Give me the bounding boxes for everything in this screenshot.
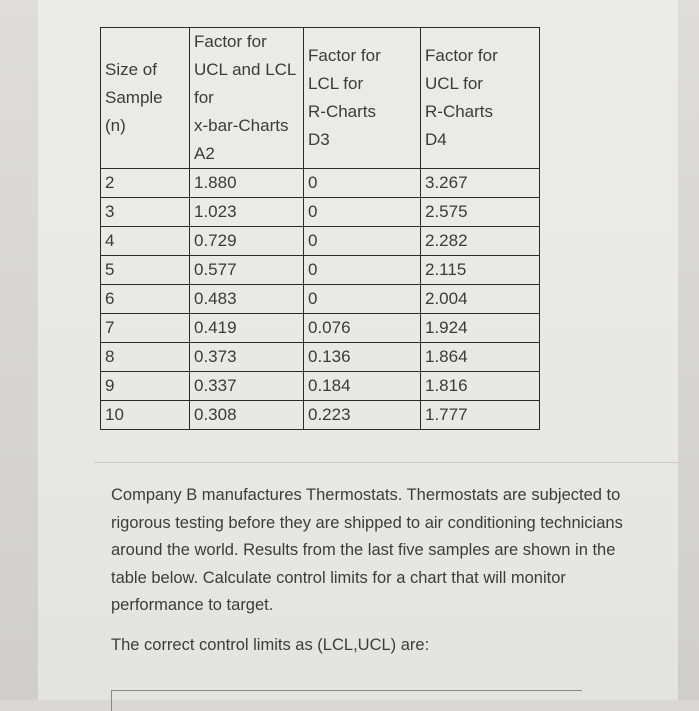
cell-d4: 3.267: [421, 169, 540, 198]
table-row: [101, 198, 540, 227]
table-row: [101, 285, 540, 314]
section-divider: [94, 462, 678, 463]
cell-n: 6: [101, 285, 190, 314]
cell-d4: 2.282: [421, 227, 540, 256]
cell-n: 4: [101, 227, 190, 256]
control-chart-factors-table: [100, 27, 540, 430]
cell-a2: 0.729: [190, 227, 304, 256]
question-block: [111, 482, 651, 659]
cell-n: 10: [101, 401, 190, 430]
cell-d4: 1.864: [421, 343, 540, 372]
cell-n: 5: [101, 256, 190, 285]
question-prompt: The correct control limits as (LCL,UCL) are:: [111, 635, 430, 654]
cell-d3: 0: [304, 256, 421, 285]
cell-a2: 0.577: [190, 256, 304, 285]
cell-d3: 0.076: [304, 314, 421, 343]
table-row: [101, 227, 540, 256]
cell-n: 9: [101, 372, 190, 401]
cell-a2: 0.308: [190, 401, 304, 430]
header-sample-size: Size of Sample (n): [101, 28, 190, 169]
cell-d3: 0.136: [304, 343, 421, 372]
cell-n: 3: [101, 198, 190, 227]
cell-d4: 2.115: [421, 256, 540, 285]
cell-a2: 1.023: [190, 198, 304, 227]
table-row: [101, 256, 540, 285]
table-row: [101, 169, 540, 198]
table-header-row: [101, 28, 540, 169]
cell-d3: 0.184: [304, 372, 421, 401]
cell-d4: 2.575: [421, 198, 540, 227]
question-body: Company B manufactures Thermostats. Thermostats are subjected to rigorous testing before they are shipped to air conditioning technicians around the world. Results from the last five samples are shown in the table below. Calculate control limits for a chart that will monitor performance to target.: [111, 486, 623, 614]
cell-a2: 1.880: [190, 169, 304, 198]
cell-a2: 0.483: [190, 285, 304, 314]
cell-n: 2: [101, 169, 190, 198]
cell-d4: 1.777: [421, 401, 540, 430]
cell-d3: 0: [304, 169, 421, 198]
header-factor-a2: Factor for UCL and LCL for x-bar-Charts A2: [190, 28, 304, 169]
cell-d4: 1.816: [421, 372, 540, 401]
cell-a2: 0.337: [190, 372, 304, 401]
cell-a2: 0.419: [190, 314, 304, 343]
cell-d3: 0: [304, 227, 421, 256]
table-row: [101, 343, 540, 372]
cell-n: 8: [101, 343, 190, 372]
table-row: [101, 372, 540, 401]
cell-d3: 0.223: [304, 401, 421, 430]
table-row: [101, 401, 540, 430]
cell-d4: 1.924: [421, 314, 540, 343]
cell-d3: 0: [304, 198, 421, 227]
header-factor-d3: Factor for LCL for R-Charts D3: [304, 28, 421, 169]
answer-input-box[interactable]: [111, 690, 582, 711]
cell-d4: 2.004: [421, 285, 540, 314]
cell-a2: 0.373: [190, 343, 304, 372]
header-factor-d4: Factor for UCL for R-Charts D4: [421, 28, 540, 169]
table-row: [101, 314, 540, 343]
cell-d3: 0: [304, 285, 421, 314]
cell-n: 7: [101, 314, 190, 343]
